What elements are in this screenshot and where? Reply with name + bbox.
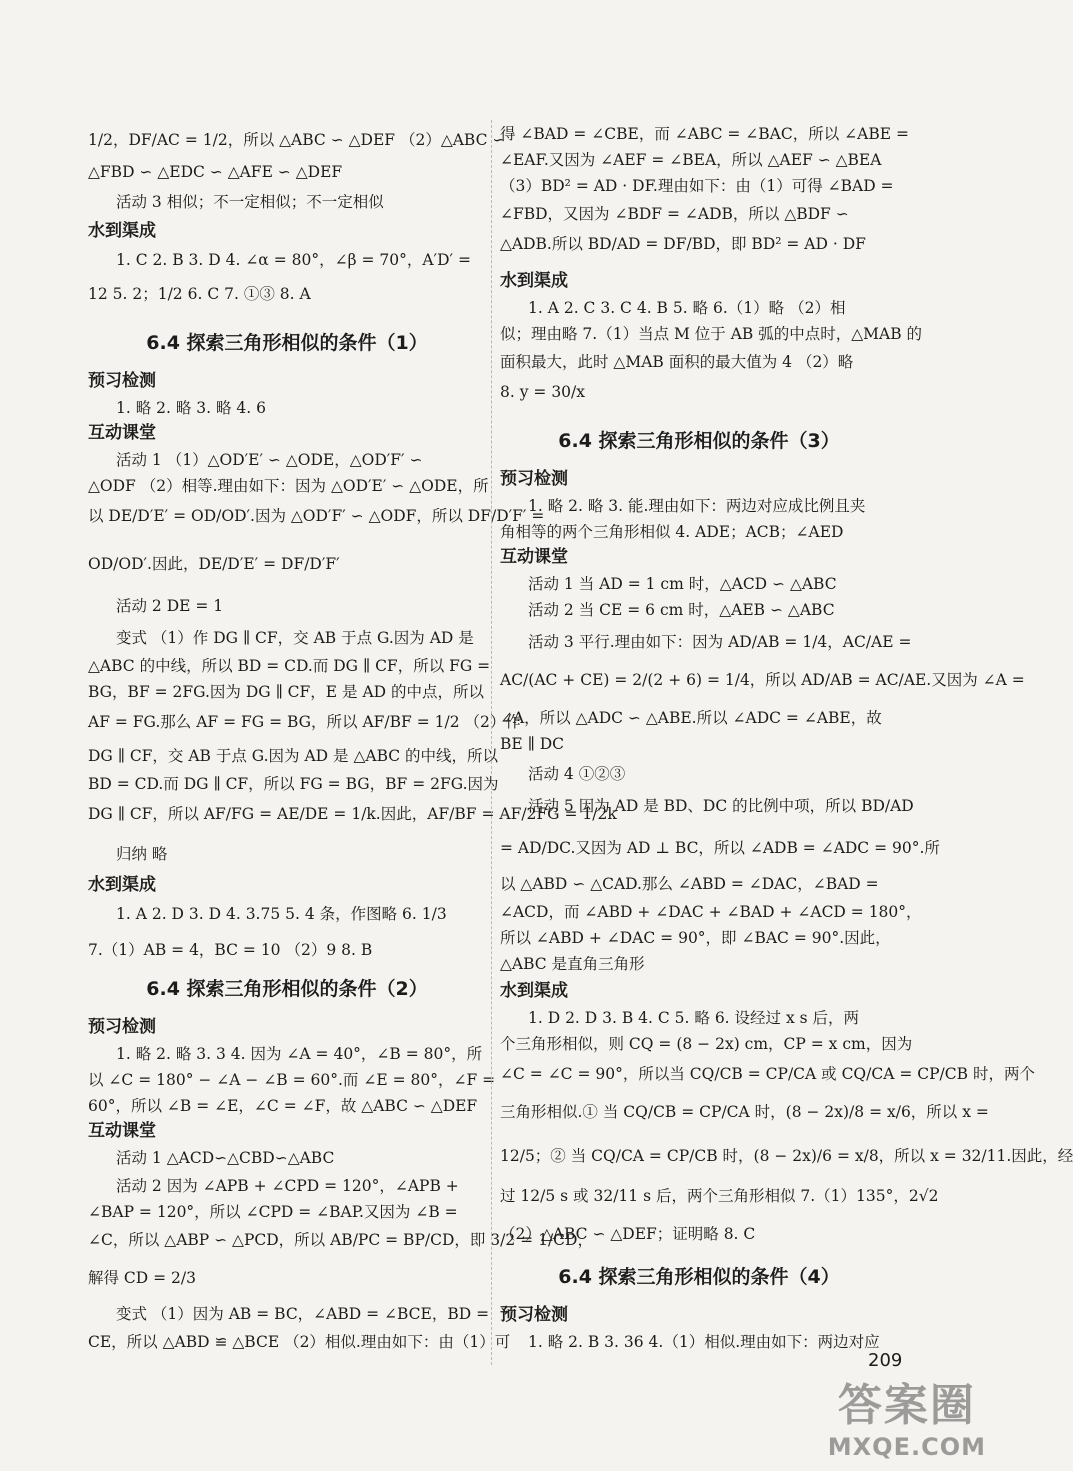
- answer-line: 以 △ABD ∽ △CAD.那么 ∠ABD = ∠DAC，∠BAD =: [500, 875, 879, 893]
- answer-line: 三角形相似.① 当 CQ/CB = CP/CA 时，(8 − 2x)/8 = x/6，所以 x =: [500, 1103, 989, 1121]
- answer-line: 个三角形相似，则 CQ = (8 − 2x) cm，CP = x cm，因为: [500, 1035, 913, 1053]
- answer-line: 以 ∠C = 180° − ∠A − ∠B = 60°.而 ∠E = 80°，∠F =: [88, 1071, 496, 1089]
- answer-line: ∠BAP = 120°，所以 ∠CPD = ∠BAP.又因为 ∠B =: [88, 1203, 458, 1221]
- answer-line: 归纳 略: [116, 845, 168, 863]
- lesson-title: 6.4 探索三角形相似的条件（4）: [558, 1266, 840, 1288]
- answer-line: 活动 3 相似；不一定相似；不一定相似: [116, 193, 384, 211]
- answer-line: ∠A，所以 △ADC ∽ △ABE.所以 ∠ADC = ∠ABE，故: [500, 709, 882, 727]
- answer-line: 活动 1 （1）△OD′E′ ∽ △ODE，△OD′F′ ∽: [116, 451, 423, 469]
- watermark-url: MXQE.COM: [827, 1433, 986, 1461]
- answer-line: 解得 CD = 2/3: [88, 1269, 197, 1287]
- lesson-title: 6.4 探索三角形相似的条件（3）: [558, 430, 840, 452]
- answer-line: 1/2，DF/AC = 1/2，所以 △ABC ∽ △DEF （2）△ABC ∽: [88, 131, 506, 149]
- answer-line: 活动 2 因为 ∠APB + ∠CPD = 120°，∠APB +: [116, 1177, 459, 1195]
- answer-line: △ABC 的中线，所以 BD = CD.而 DG ∥ CF，所以 FG =: [88, 657, 491, 675]
- answer-line: （3）BD² = AD · DF.理由如下：由（1）可得 ∠BAD =: [500, 177, 894, 195]
- answer-line: ∠C = ∠C = 90°，所以当 CQ/CB = CP/CA 或 CQ/CA = CP/CB 时，两个: [500, 1065, 1035, 1083]
- answer-line: 1. A 2. C 3. C 4. B 5. 略 6.（1）略 （2）相: [528, 299, 846, 317]
- answer-line: BE ∥ DC: [500, 735, 565, 753]
- answer-line: 12/5；② 当 CQ/CA = CP/CB 时，(8 − 2x)/6 = x/8，所以 x = 32/11.因此，经: [500, 1147, 1073, 1165]
- lesson-title: 6.4 探索三角形相似的条件（2）: [146, 978, 428, 1000]
- answer-line: 活动 5 因为 AD 是 BD、DC 的比例中项，所以 BD/AD: [528, 797, 914, 815]
- answer-line: BG，BF = 2FG.因为 DG ∥ CF，E 是 AD 的中点，所以: [88, 683, 485, 701]
- answer-line: 似；理由略 7.（1）当点 M 位于 AB 弧的中点时，△MAB 的: [500, 325, 923, 343]
- answer-line: 活动 2 当 CE = 6 cm 时，△AEB ∽ △ABC: [528, 601, 835, 619]
- answer-line: 活动 3 平行.理由如下：因为 AD/AB = 1/4，AC/AE =: [528, 633, 912, 651]
- answer-line: （2）△ABC ∽ △DEF；证明略 8. C: [500, 1225, 756, 1243]
- answer-line: 活动 1 △ACD∽△CBD∽△ABC: [116, 1149, 335, 1167]
- answer-line: △ABC 是直角三角形: [500, 955, 645, 973]
- answer-line: △ODF （2）相等.理由如下：因为 △OD′E′ ∽ △ODE，所: [88, 477, 489, 495]
- answer-line: 7.（1）AB = 4，BC = 10 （2）9 8. B: [88, 941, 373, 959]
- section-heading: 互动课堂: [500, 547, 568, 567]
- answer-line: AF = FG.那么 AF = FG = BG，所以 AF/BF = 1/2 （2）作: [88, 713, 521, 731]
- column-divider: [491, 120, 493, 1365]
- answer-line: OD/OD′.因此，DE/D′E′ = DF/D′F′: [88, 555, 340, 573]
- section-heading: 预习检测: [500, 1305, 568, 1325]
- watermark-logo: [828, 1369, 986, 1461]
- section-heading: 预习检测: [500, 469, 568, 489]
- answer-line: 变式 （1）作 DG ∥ CF，交 AB 于点 G.因为 AD 是: [116, 629, 474, 647]
- answer-line: 角相等的两个三角形相似 4. ADE；ACB；∠AED: [500, 523, 844, 541]
- answer-line: ∠FBD，又因为 ∠BDF = ∠ADB，所以 △BDF ∽: [500, 205, 849, 223]
- answer-line: 过 12/5 s 或 32/11 s 后，两个三角形相似 7.（1）135°，2√2: [500, 1187, 939, 1205]
- answer-line: DG ∥ CF，所以 AF/FG = AE/DE = 1/k.因此，AF/BF = AF/2FG = 1/2k: [88, 805, 617, 823]
- section-heading: 互动课堂: [88, 1121, 156, 1141]
- answer-line: 活动 4 ①②③: [528, 765, 626, 783]
- page-number: 209: [868, 1350, 903, 1371]
- answer-line: BD = CD.而 DG ∥ CF，所以 FG = BG，BF = 2FG.因为: [88, 775, 499, 793]
- answer-line: 8. y = 30/x: [500, 383, 586, 401]
- answer-line: 以 DE/D′E′ = OD/OD′.因为 △OD′F′ ∽ △ODF，所以 DF/D′F′ =: [88, 507, 545, 525]
- section-heading: 水到渠成: [500, 981, 568, 1001]
- answer-line: 12 5. 2；1/2 6. C 7. ①③ 8. A: [88, 285, 311, 303]
- section-heading: 水到渠成: [88, 875, 156, 895]
- answer-line: DG ∥ CF，交 AB 于点 G.因为 AD 是 △ABC 的中线，所以: [88, 747, 499, 765]
- answer-line: = AD/DC.又因为 AD ⊥ BC，所以 ∠ADB = ∠ADC = 90°.所: [500, 839, 940, 857]
- answer-line: 所以 ∠ABD + ∠DAC = 90°，即 ∠BAC = 90°.因此，: [500, 929, 891, 947]
- answer-line: 1. 略 2. B 3. 36 4.（1）相似.理由如下：两边对应: [528, 1333, 880, 1351]
- answer-line: ∠ACD，而 ∠ABD + ∠DAC + ∠BAD + ∠ACD = 180°，: [500, 903, 922, 921]
- answer-line: 活动 2 DE = 1: [116, 597, 224, 615]
- section-heading: 预习检测: [88, 371, 156, 391]
- answer-line: 得 ∠BAD = ∠CBE，而 ∠ABC = ∠BAC，所以 ∠ABE =: [500, 125, 909, 143]
- section-heading: 预习检测: [88, 1017, 156, 1037]
- answer-line: 60°，所以 ∠B = ∠E，∠C = ∠F，故 △ABC ∽ △DEF: [88, 1097, 478, 1115]
- answer-line: △FBD ∽ △EDC ∽ △AFE ∽ △DEF: [88, 163, 343, 181]
- answer-line: ∠C，所以 △ABP ∽ △PCD，所以 AB/PC = BP/CD，即 3/2 = 1/CD，: [88, 1231, 593, 1249]
- answer-line: 1. 略 2. 略 3. 能.理由如下：两边对应成比例且夹: [528, 497, 866, 515]
- answer-line: 1. 略 2. 略 3. 略 4. 6: [116, 399, 267, 417]
- answer-line: 活动 1 当 AD = 1 cm 时，△ACD ∽ △ABC: [528, 575, 837, 593]
- answer-line: 1. 略 2. 略 3. 3 4. 因为 ∠A = 40°，∠B = 80°，所: [116, 1045, 483, 1063]
- answer-line: AC/(AC + CE) = 2/(2 + 6) = 1/4，所以 AD/AB = AC/AE.又因为 ∠A =: [500, 671, 1025, 689]
- watermark-title: 答案圈: [837, 1380, 976, 1431]
- section-heading: 水到渠成: [500, 271, 568, 291]
- section-heading: 水到渠成: [88, 221, 156, 241]
- answer-line: 1. A 2. D 3. D 4. 3.75 5. 4 条，作图略 6. 1/3: [116, 905, 447, 923]
- answer-line: 变式 （1）因为 AB = BC，∠ABD = ∠BCE，BD =: [116, 1305, 490, 1323]
- answer-line: 面积最大，此时 △MAB 面积的最大值为 4 （2）略: [500, 353, 854, 371]
- answer-line: 1. D 2. D 3. B 4. C 5. 略 6. 设经过 x s 后，两: [528, 1009, 860, 1027]
- answer-line: 1. C 2. B 3. D 4. ∠α = 80°，∠β = 70°，A′D′ =: [116, 251, 471, 269]
- section-heading: 互动课堂: [88, 423, 156, 443]
- answer-line: △ADB.所以 BD/AD = DF/BD，即 BD² = AD · DF: [500, 235, 866, 253]
- answer-line: ∠EAF.又因为 ∠AEF = ∠BEA，所以 △AEF ∽ △BEA: [500, 151, 882, 169]
- lesson-title: 6.4 探索三角形相似的条件（1）: [146, 332, 428, 354]
- answer-line: CE，所以 △ABD ≌ △BCE （2）相似.理由如下：由（1）可: [88, 1333, 511, 1351]
